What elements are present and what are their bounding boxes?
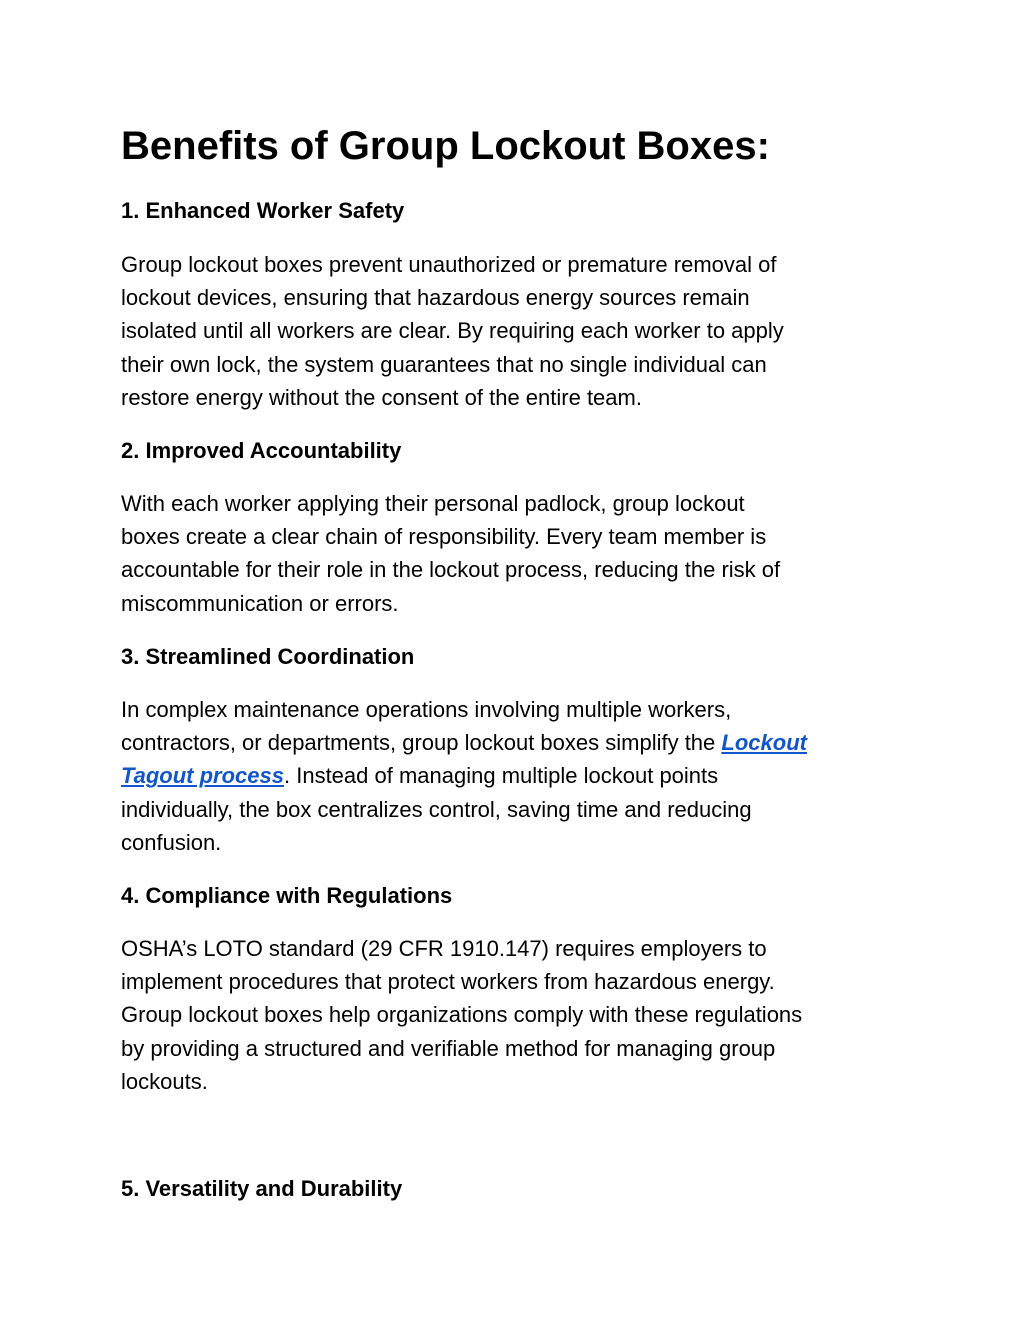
paragraph-line: Group lockout boxes help organizations comply with these regulations (121, 1002, 803, 1028)
section-heading-coordination: 3. Streamlined Coordination (121, 644, 415, 669)
paragraph-line: lockouts. (121, 1068, 208, 1094)
paragraph-line: boxes create a clear chain of responsibility. Every team member is (121, 524, 767, 550)
section-heading-accountability: 2. Improved Accountability (121, 438, 402, 463)
paragraph-line: by providing a structured and verifiable method for managing group (121, 1035, 776, 1061)
paragraph-line: individually, the box centralizes control, saving time and reducing (121, 796, 752, 822)
paragraph-text: contractors, or departments, group lockout boxes simplify the (121, 730, 722, 756)
paragraph-line: accountable for their role in the lockout process, reducing the risk of (121, 557, 781, 583)
section-heading-worker-safety: 1. Enhanced Worker Safety (121, 198, 405, 223)
paragraph-line (121, 759, 911, 792)
paragraph-coordination (121, 693, 911, 859)
paragraph-line: In complex maintenance operations involving multiple workers, (121, 697, 732, 722)
lockout-tagout-link[interactable]: Lockout (721, 730, 807, 756)
page-title: Benefits of Group Lockout Boxes: (121, 124, 770, 168)
paragraph-line: lockout devices, ensuring that hazardous energy sources remain (121, 285, 750, 311)
paragraph-line: restore energy without the consent of the entire team. (121, 384, 642, 410)
paragraph-line: implement procedures that protect workers from hazardous energy. (121, 969, 775, 995)
paragraph-line: OSHA’s LOTO standard (29 CFR 1910.147) requires employers to (121, 936, 767, 961)
paragraph-line: their own lock, the system guarantees that no single individual can (121, 351, 767, 377)
paragraph-compliance (121, 932, 911, 1098)
section-heading-compliance: 4. Compliance with Regulations (121, 883, 453, 908)
paragraph-line: confusion. (121, 829, 222, 855)
paragraph-text: . Instead of managing multiple lockout points (284, 763, 719, 789)
lockout-tagout-link[interactable]: Tagout process (121, 763, 284, 789)
paragraph-line: Group lockout boxes prevent unauthorized or premature removal of (121, 252, 777, 277)
paragraph-worker-safety (121, 248, 911, 414)
paragraph-line: With each worker applying their personal padlock, group lockout (121, 491, 745, 516)
section-heading-versatility: 5. Versatility and Durability (121, 1176, 403, 1201)
paragraph-line (121, 726, 911, 759)
paragraph-line: isolated until all workers are clear. By requiring each worker to apply (121, 318, 784, 344)
paragraph-line: miscommunication or errors. (121, 590, 399, 616)
paragraph-accountability (121, 487, 911, 620)
